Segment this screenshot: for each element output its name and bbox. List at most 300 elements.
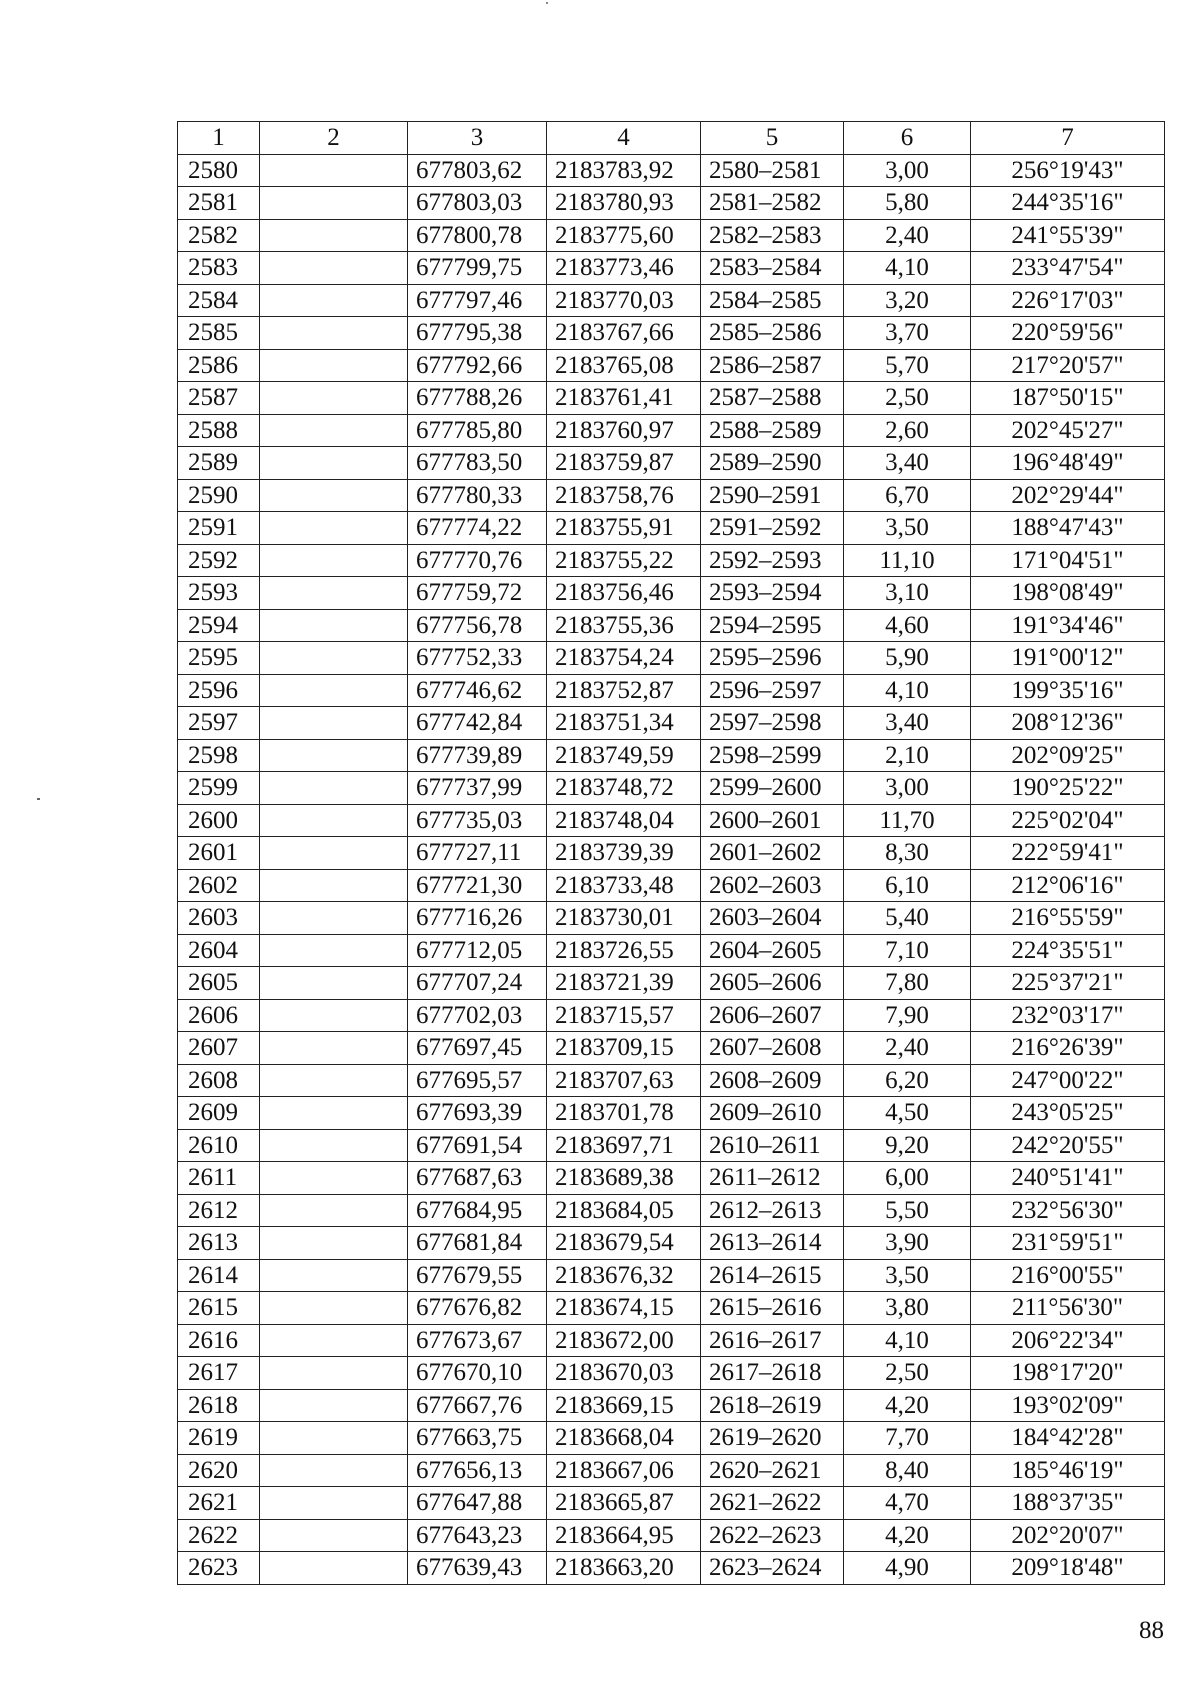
bearing-cell: 188°37'35" — [971, 1487, 1165, 1520]
bearing-cell: 191°34'46" — [971, 609, 1165, 642]
point-number-cell: 2619 — [178, 1422, 260, 1455]
x-coordinate-cell: 677712,05 — [408, 934, 547, 967]
length-cell: 4,90 — [844, 1552, 971, 1585]
x-coordinate-cell: 677687,63 — [408, 1162, 547, 1195]
y-coordinate-cell: 2183664,95 — [547, 1519, 701, 1552]
point-number-cell: 2590 — [178, 479, 260, 512]
y-coordinate-cell: 2183676,32 — [547, 1259, 701, 1292]
point-number-cell: 2585 — [178, 317, 260, 350]
x-coordinate-cell: 677656,13 — [408, 1454, 547, 1487]
length-cell: 2,40 — [844, 219, 971, 252]
length-cell: 8,30 — [844, 837, 971, 870]
length-cell: 3,80 — [844, 1292, 971, 1325]
segment-cell: 2582–2583 — [701, 219, 844, 252]
x-coordinate-cell: 677752,33 — [408, 642, 547, 675]
point-number-cell: 2617 — [178, 1357, 260, 1390]
x-coordinate-cell: 677639,43 — [408, 1552, 547, 1585]
table-row — [178, 1227, 1165, 1260]
length-cell: 2,10 — [844, 739, 971, 772]
bearing-cell: 209°18'48" — [971, 1552, 1165, 1585]
empty-cell — [260, 1097, 408, 1130]
point-number-cell: 2620 — [178, 1454, 260, 1487]
header-cell: 4 — [547, 122, 701, 155]
table-row — [178, 1357, 1165, 1390]
length-cell: 6,20 — [844, 1064, 971, 1097]
table-row — [178, 1129, 1165, 1162]
bearing-cell: 193°02'09" — [971, 1389, 1165, 1422]
bearing-cell: 190°25'22" — [971, 772, 1165, 805]
empty-cell — [260, 1032, 408, 1065]
length-cell: 5,40 — [844, 902, 971, 935]
point-number-cell: 2607 — [178, 1032, 260, 1065]
length-cell: 4,60 — [844, 609, 971, 642]
table-row — [178, 154, 1165, 187]
bearing-cell: 247°00'22" — [971, 1064, 1165, 1097]
length-cell: 3,50 — [844, 512, 971, 545]
table-row — [178, 609, 1165, 642]
x-coordinate-cell: 677795,38 — [408, 317, 547, 350]
point-number-cell: 2613 — [178, 1227, 260, 1260]
segment-cell: 2607–2608 — [701, 1032, 844, 1065]
length-cell: 5,90 — [844, 642, 971, 675]
bearing-cell: 216°00'55" — [971, 1259, 1165, 1292]
x-coordinate-cell: 677735,03 — [408, 804, 547, 837]
table-row — [178, 1097, 1165, 1130]
point-number-cell: 2591 — [178, 512, 260, 545]
bearing-cell: 196°48'49" — [971, 447, 1165, 480]
length-cell: 5,50 — [844, 1194, 971, 1227]
x-coordinate-cell: 677684,95 — [408, 1194, 547, 1227]
length-cell: 11,10 — [844, 544, 971, 577]
bearing-cell: 232°56'30" — [971, 1194, 1165, 1227]
length-cell: 3,20 — [844, 284, 971, 317]
table-row — [178, 1259, 1165, 1292]
point-number-cell: 2610 — [178, 1129, 260, 1162]
bearing-cell: 216°55'59" — [971, 902, 1165, 935]
y-coordinate-cell: 2183754,24 — [547, 642, 701, 675]
bearing-cell: 216°26'39" — [971, 1032, 1165, 1065]
length-cell: 5,80 — [844, 187, 971, 220]
length-cell: 3,10 — [844, 577, 971, 610]
empty-cell — [260, 707, 408, 740]
y-coordinate-cell: 2183715,57 — [547, 999, 701, 1032]
empty-cell — [260, 219, 408, 252]
length-cell: 7,70 — [844, 1422, 971, 1455]
segment-cell: 2595–2596 — [701, 642, 844, 675]
point-number-cell: 2586 — [178, 349, 260, 382]
table-row — [178, 1389, 1165, 1422]
y-coordinate-cell: 2183751,34 — [547, 707, 701, 740]
table-row — [178, 1454, 1165, 1487]
bearing-cell: 212°06'16" — [971, 869, 1165, 902]
x-coordinate-cell: 677670,10 — [408, 1357, 547, 1390]
length-cell: 3,50 — [844, 1259, 971, 1292]
point-number-cell: 2621 — [178, 1487, 260, 1520]
empty-cell — [260, 1519, 408, 1552]
point-number-cell: 2601 — [178, 837, 260, 870]
table-row — [178, 902, 1165, 935]
point-number-cell: 2598 — [178, 739, 260, 772]
bearing-cell: 208°12'36" — [971, 707, 1165, 740]
table-row — [178, 479, 1165, 512]
y-coordinate-cell: 2183739,39 — [547, 837, 701, 870]
y-coordinate-cell: 2183756,46 — [547, 577, 701, 610]
segment-cell: 2602–2603 — [701, 869, 844, 902]
table-row — [178, 414, 1165, 447]
y-coordinate-cell: 2183760,97 — [547, 414, 701, 447]
scan-speck — [37, 798, 40, 800]
x-coordinate-cell: 677727,11 — [408, 837, 547, 870]
y-coordinate-cell: 2183672,00 — [547, 1324, 701, 1357]
segment-cell: 2580–2581 — [701, 154, 844, 187]
table-row — [178, 252, 1165, 285]
length-cell: 4,70 — [844, 1487, 971, 1520]
header-cell: 7 — [971, 122, 1165, 155]
segment-cell: 2587–2588 — [701, 382, 844, 415]
y-coordinate-cell: 2183773,46 — [547, 252, 701, 285]
bearing-cell: 202°20'07" — [971, 1519, 1165, 1552]
x-coordinate-cell: 677746,62 — [408, 674, 547, 707]
point-number-cell: 2580 — [178, 154, 260, 187]
x-coordinate-cell: 677783,50 — [408, 447, 547, 480]
bearing-cell: 198°08'49" — [971, 577, 1165, 610]
bearing-cell: 222°59'41" — [971, 837, 1165, 870]
point-number-cell: 2593 — [178, 577, 260, 610]
y-coordinate-cell: 2183665,87 — [547, 1487, 701, 1520]
empty-cell — [260, 577, 408, 610]
bearing-cell: 231°59'51" — [971, 1227, 1165, 1260]
segment-cell: 2622–2623 — [701, 1519, 844, 1552]
empty-cell — [260, 902, 408, 935]
empty-cell — [260, 544, 408, 577]
y-coordinate-cell: 2183674,15 — [547, 1292, 701, 1325]
y-coordinate-cell: 2183697,71 — [547, 1129, 701, 1162]
table-row — [178, 1552, 1165, 1585]
length-cell: 2,50 — [844, 382, 971, 415]
point-number-cell: 2623 — [178, 1552, 260, 1585]
length-cell: 4,20 — [844, 1519, 971, 1552]
header-cell: 6 — [844, 122, 971, 155]
segment-cell: 2590–2591 — [701, 479, 844, 512]
y-coordinate-cell: 2183748,04 — [547, 804, 701, 837]
point-number-cell: 2602 — [178, 869, 260, 902]
length-cell: 3,40 — [844, 707, 971, 740]
page-number: 88 — [1139, 1617, 1164, 1644]
bearing-cell: 187°50'15" — [971, 382, 1165, 415]
segment-cell: 2613–2614 — [701, 1227, 844, 1260]
empty-cell — [260, 1259, 408, 1292]
segment-cell: 2600–2601 — [701, 804, 844, 837]
y-coordinate-cell: 2183752,87 — [547, 674, 701, 707]
empty-cell — [260, 512, 408, 545]
length-cell: 9,20 — [844, 1129, 971, 1162]
segment-cell: 2598–2599 — [701, 739, 844, 772]
empty-cell — [260, 642, 408, 675]
segment-cell: 2619–2620 — [701, 1422, 844, 1455]
y-coordinate-cell: 2183775,60 — [547, 219, 701, 252]
point-number-cell: 2600 — [178, 804, 260, 837]
empty-cell — [260, 317, 408, 350]
segment-cell: 2617–2618 — [701, 1357, 844, 1390]
point-number-cell: 2599 — [178, 772, 260, 805]
bearing-cell: 202°45'27" — [971, 414, 1165, 447]
table-row — [178, 219, 1165, 252]
segment-cell: 2597–2598 — [701, 707, 844, 740]
header-cell: 5 — [701, 122, 844, 155]
bearing-cell: 232°03'17" — [971, 999, 1165, 1032]
empty-cell — [260, 1487, 408, 1520]
point-number-cell: 2582 — [178, 219, 260, 252]
empty-cell — [260, 382, 408, 415]
x-coordinate-cell: 677663,75 — [408, 1422, 547, 1455]
length-cell: 4,10 — [844, 1324, 971, 1357]
x-coordinate-cell: 677800,78 — [408, 219, 547, 252]
y-coordinate-cell: 2183749,59 — [547, 739, 701, 772]
empty-cell — [260, 1227, 408, 1260]
y-coordinate-cell: 2183689,38 — [547, 1162, 701, 1195]
x-coordinate-cell: 677788,26 — [408, 382, 547, 415]
y-coordinate-cell: 2183669,15 — [547, 1389, 701, 1422]
bearing-cell: 171°04'51" — [971, 544, 1165, 577]
table-row — [178, 1324, 1165, 1357]
segment-cell: 2592–2593 — [701, 544, 844, 577]
bearing-cell: 202°09'25" — [971, 739, 1165, 772]
y-coordinate-cell: 2183755,36 — [547, 609, 701, 642]
table-row — [178, 447, 1165, 480]
bearing-cell: 241°55'39" — [971, 219, 1165, 252]
y-coordinate-cell: 2183767,66 — [547, 317, 701, 350]
point-number-cell: 2584 — [178, 284, 260, 317]
y-coordinate-cell: 2183759,87 — [547, 447, 701, 480]
empty-cell — [260, 414, 408, 447]
y-coordinate-cell: 2183709,15 — [547, 1032, 701, 1065]
length-cell: 2,40 — [844, 1032, 971, 1065]
length-cell: 3,70 — [844, 317, 971, 350]
empty-cell — [260, 837, 408, 870]
segment-cell: 2601–2602 — [701, 837, 844, 870]
point-number-cell: 2614 — [178, 1259, 260, 1292]
length-cell: 3,90 — [844, 1227, 971, 1260]
table-row — [178, 1422, 1165, 1455]
y-coordinate-cell: 2183755,91 — [547, 512, 701, 545]
y-coordinate-cell: 2183761,41 — [547, 382, 701, 415]
empty-cell — [260, 804, 408, 837]
point-number-cell: 2622 — [178, 1519, 260, 1552]
point-number-cell: 2603 — [178, 902, 260, 935]
point-number-cell: 2587 — [178, 382, 260, 415]
segment-cell: 2610–2611 — [701, 1129, 844, 1162]
segment-cell: 2618–2619 — [701, 1389, 844, 1422]
x-coordinate-cell: 677697,45 — [408, 1032, 547, 1065]
x-coordinate-cell: 677759,72 — [408, 577, 547, 610]
segment-cell: 2603–2604 — [701, 902, 844, 935]
table-row — [178, 707, 1165, 740]
x-coordinate-cell: 677702,03 — [408, 999, 547, 1032]
x-coordinate-cell: 677691,54 — [408, 1129, 547, 1162]
x-coordinate-cell: 677780,33 — [408, 479, 547, 512]
point-number-cell: 2592 — [178, 544, 260, 577]
y-coordinate-cell: 2183755,22 — [547, 544, 701, 577]
table-row — [178, 967, 1165, 1000]
point-number-cell: 2589 — [178, 447, 260, 480]
segment-cell: 2599–2600 — [701, 772, 844, 805]
empty-cell — [260, 479, 408, 512]
bearing-cell: 225°37'21" — [971, 967, 1165, 1000]
table-row — [178, 382, 1165, 415]
x-coordinate-cell: 677737,99 — [408, 772, 547, 805]
table-row — [178, 187, 1165, 220]
empty-cell — [260, 187, 408, 220]
bearing-cell: 243°05'25" — [971, 1097, 1165, 1130]
x-coordinate-cell: 677770,76 — [408, 544, 547, 577]
segment-cell: 2609–2610 — [701, 1097, 844, 1130]
empty-cell — [260, 1357, 408, 1390]
y-coordinate-cell: 2183726,55 — [547, 934, 701, 967]
x-coordinate-cell: 677693,39 — [408, 1097, 547, 1130]
length-cell: 6,70 — [844, 479, 971, 512]
point-number-cell: 2595 — [178, 642, 260, 675]
x-coordinate-cell: 677707,24 — [408, 967, 547, 1000]
table-row — [178, 544, 1165, 577]
coordinates-table — [177, 121, 1165, 1585]
length-cell: 4,50 — [844, 1097, 971, 1130]
table-row — [178, 1194, 1165, 1227]
empty-cell — [260, 999, 408, 1032]
empty-cell — [260, 739, 408, 772]
x-coordinate-cell: 677803,03 — [408, 187, 547, 220]
bearing-cell: 184°42'28" — [971, 1422, 1165, 1455]
bearing-cell: 217°20'57" — [971, 349, 1165, 382]
bearing-cell: 233°47'54" — [971, 252, 1165, 285]
length-cell: 7,10 — [844, 934, 971, 967]
segment-cell: 2604–2605 — [701, 934, 844, 967]
point-number-cell: 2581 — [178, 187, 260, 220]
y-coordinate-cell: 2183765,08 — [547, 349, 701, 382]
length-cell: 2,50 — [844, 1357, 971, 1390]
bearing-cell: 206°22'34" — [971, 1324, 1165, 1357]
point-number-cell: 2609 — [178, 1097, 260, 1130]
empty-cell — [260, 154, 408, 187]
empty-cell — [260, 349, 408, 382]
table-row — [178, 642, 1165, 675]
bearing-cell: 224°35'51" — [971, 934, 1165, 967]
table-row — [178, 869, 1165, 902]
empty-cell — [260, 1194, 408, 1227]
y-coordinate-cell: 2183783,92 — [547, 154, 701, 187]
length-cell: 7,80 — [844, 967, 971, 1000]
table-row — [178, 1064, 1165, 1097]
point-number-cell: 2615 — [178, 1292, 260, 1325]
empty-cell — [260, 674, 408, 707]
empty-cell — [260, 1324, 408, 1357]
table-row — [178, 739, 1165, 772]
empty-cell — [260, 772, 408, 805]
x-coordinate-cell: 677721,30 — [408, 869, 547, 902]
segment-cell: 2593–2594 — [701, 577, 844, 610]
length-cell: 7,90 — [844, 999, 971, 1032]
segment-cell: 2588–2589 — [701, 414, 844, 447]
x-coordinate-cell: 677681,84 — [408, 1227, 547, 1260]
segment-cell: 2605–2606 — [701, 967, 844, 1000]
y-coordinate-cell: 2183780,93 — [547, 187, 701, 220]
length-cell: 8,40 — [844, 1454, 971, 1487]
y-coordinate-cell: 2183667,06 — [547, 1454, 701, 1487]
length-cell: 6,00 — [844, 1162, 971, 1195]
table-row — [178, 1032, 1165, 1065]
segment-cell: 2581–2582 — [701, 187, 844, 220]
point-number-cell: 2596 — [178, 674, 260, 707]
x-coordinate-cell: 677792,66 — [408, 349, 547, 382]
empty-cell — [260, 869, 408, 902]
length-cell: 5,70 — [844, 349, 971, 382]
y-coordinate-cell: 2183730,01 — [547, 902, 701, 935]
table-row — [178, 512, 1165, 545]
length-cell: 3,40 — [844, 447, 971, 480]
point-number-cell: 2604 — [178, 934, 260, 967]
bearing-cell: 256°19'43" — [971, 154, 1165, 187]
table-row — [178, 1162, 1165, 1195]
empty-cell — [260, 1552, 408, 1585]
y-coordinate-cell: 2183679,54 — [547, 1227, 701, 1260]
segment-cell: 2594–2595 — [701, 609, 844, 642]
empty-cell — [260, 447, 408, 480]
segment-cell: 2596–2597 — [701, 674, 844, 707]
bearing-cell: 198°17'20" — [971, 1357, 1165, 1390]
bearing-cell: 211°56'30" — [971, 1292, 1165, 1325]
bearing-cell: 240°51'41" — [971, 1162, 1165, 1195]
table-header-row — [178, 122, 1165, 155]
empty-cell — [260, 1389, 408, 1422]
empty-cell — [260, 934, 408, 967]
y-coordinate-cell: 2183670,03 — [547, 1357, 701, 1390]
point-number-cell: 2605 — [178, 967, 260, 1000]
bearing-cell: 202°29'44" — [971, 479, 1165, 512]
table-row — [178, 837, 1165, 870]
table-row — [178, 934, 1165, 967]
x-coordinate-cell: 677679,55 — [408, 1259, 547, 1292]
y-coordinate-cell: 2183733,48 — [547, 869, 701, 902]
y-coordinate-cell: 2183663,20 — [547, 1552, 701, 1585]
x-coordinate-cell: 677676,82 — [408, 1292, 547, 1325]
bearing-cell: 199°35'16" — [971, 674, 1165, 707]
bearing-cell: 188°47'43" — [971, 512, 1165, 545]
header-cell: 3 — [408, 122, 547, 155]
point-number-cell: 2597 — [178, 707, 260, 740]
y-coordinate-cell: 2183701,78 — [547, 1097, 701, 1130]
segment-cell: 2584–2585 — [701, 284, 844, 317]
segment-cell: 2606–2607 — [701, 999, 844, 1032]
length-cell: 11,70 — [844, 804, 971, 837]
point-number-cell: 2608 — [178, 1064, 260, 1097]
table-row — [178, 1519, 1165, 1552]
header-cell: 1 — [178, 122, 260, 155]
x-coordinate-cell: 677643,23 — [408, 1519, 547, 1552]
table-row — [178, 804, 1165, 837]
segment-cell: 2616–2617 — [701, 1324, 844, 1357]
point-number-cell: 2612 — [178, 1194, 260, 1227]
point-number-cell: 2606 — [178, 999, 260, 1032]
point-number-cell: 2594 — [178, 609, 260, 642]
point-number-cell: 2588 — [178, 414, 260, 447]
x-coordinate-cell: 677695,57 — [408, 1064, 547, 1097]
table-row — [178, 284, 1165, 317]
length-cell: 2,60 — [844, 414, 971, 447]
header-cell: 2 — [260, 122, 408, 155]
x-coordinate-cell: 677647,88 — [408, 1487, 547, 1520]
length-cell: 3,00 — [844, 772, 971, 805]
segment-cell: 2623–2624 — [701, 1552, 844, 1585]
segment-cell: 2612–2613 — [701, 1194, 844, 1227]
